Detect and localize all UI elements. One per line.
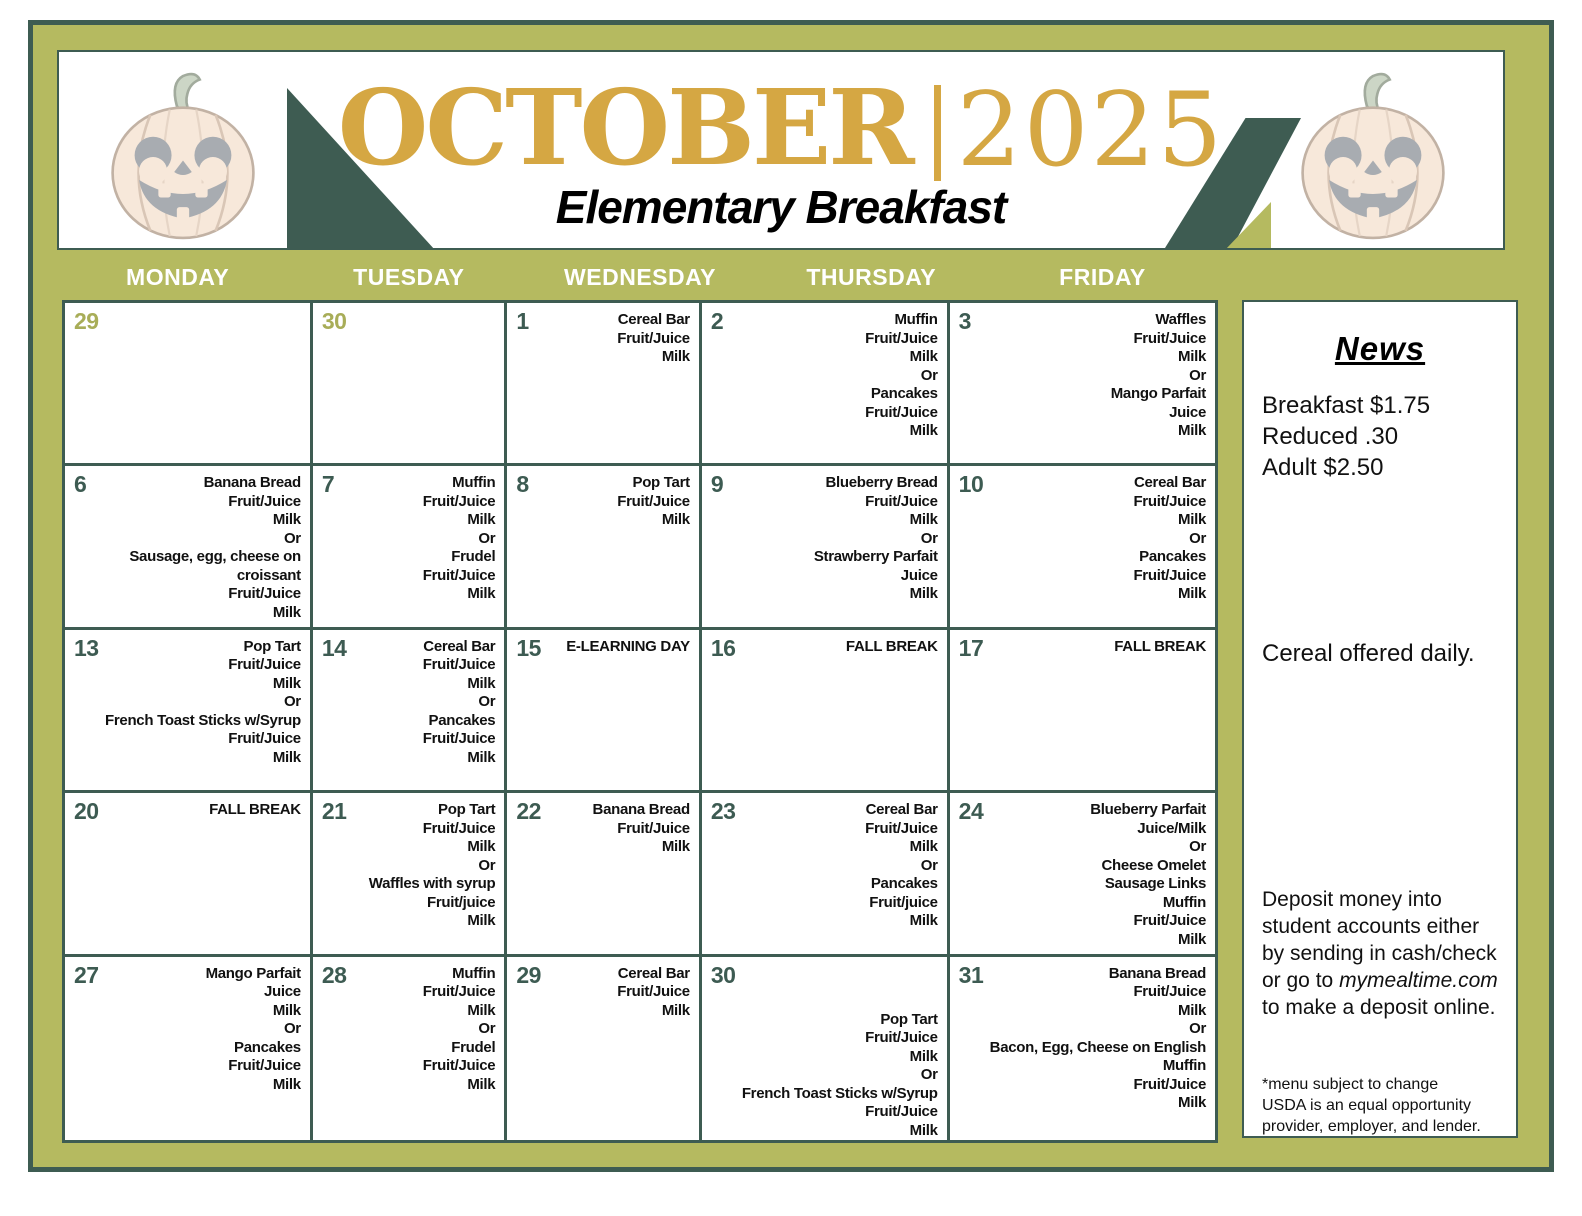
cell-date: 31 bbox=[958, 961, 984, 988]
menu-line: Or bbox=[1189, 1020, 1206, 1037]
menu-line: Pancakes bbox=[1139, 548, 1206, 566]
menu-line: E-LEARNING DAY bbox=[566, 637, 690, 655]
menu-line: Milk bbox=[1178, 422, 1206, 439]
menu-line: Pop Tart bbox=[632, 474, 690, 492]
menu-line: Fruit/Juice bbox=[422, 1057, 496, 1074]
menu-line: Frudel bbox=[451, 548, 496, 566]
menu-line: Cereal Bar bbox=[423, 637, 496, 655]
price-list bbox=[1262, 390, 1430, 483]
menu-line: Fruit/Juice bbox=[1133, 329, 1206, 347]
cell-date: 2 bbox=[710, 308, 724, 334]
cell-menu bbox=[65, 793, 310, 820]
news-title: News bbox=[1334, 330, 1426, 367]
calendar-cell bbox=[702, 466, 947, 626]
menu-line: Pop Tart bbox=[243, 637, 301, 655]
menu-line: Fruit/Juice bbox=[422, 656, 496, 674]
menu-line: Milk bbox=[467, 748, 496, 766]
menu-poster bbox=[28, 20, 1554, 1172]
calendar-cell bbox=[950, 303, 1215, 463]
cell-date: 16 bbox=[710, 634, 736, 661]
deposit-note-text: Deposit money into student accounts either by sending in cash/check or go to bbox=[1262, 888, 1497, 992]
menu-line: Fruit/Juice bbox=[617, 329, 690, 347]
menu-line: Cereal Bar bbox=[1133, 474, 1206, 492]
menu-line: Fruit/Juice bbox=[422, 730, 496, 748]
cell-menu bbox=[65, 957, 310, 1095]
menu-line: Or bbox=[920, 1066, 938, 1083]
menu-line: Milk bbox=[661, 348, 690, 365]
calendar-cell bbox=[65, 303, 310, 463]
menu-line: Milk bbox=[272, 603, 301, 621]
calendar-cell bbox=[313, 303, 504, 463]
menu-line: Fruit/juice bbox=[869, 893, 938, 911]
fine-print bbox=[1262, 1074, 1500, 1137]
menu-line: Fruit/Juice bbox=[1133, 566, 1206, 584]
deposit-note bbox=[1262, 886, 1498, 1021]
price-reduced: Reduced .30 bbox=[1262, 423, 1399, 450]
menu-line: Milk bbox=[467, 1001, 496, 1019]
menu-line: Cereal Bar bbox=[617, 311, 690, 328]
cell-date: 7 bbox=[321, 471, 335, 498]
menu-line: Milk bbox=[272, 1075, 301, 1093]
menu-line: Fruit/Juice bbox=[422, 819, 496, 837]
calendar-cell bbox=[507, 957, 698, 1141]
menu-line: Milk bbox=[909, 1121, 938, 1139]
menu-line: Juice bbox=[1169, 403, 1206, 421]
cell-menu bbox=[702, 466, 947, 604]
menu-line: Muffin bbox=[452, 474, 496, 492]
cell-menu bbox=[950, 793, 1215, 949]
calendar-cell bbox=[950, 793, 1215, 953]
menu-line: Milk bbox=[272, 1001, 301, 1019]
calendar-cell bbox=[702, 957, 947, 1141]
menu-line: Milk bbox=[467, 585, 496, 603]
menu-line: Milk bbox=[467, 838, 496, 856]
menu-line: Milk bbox=[467, 511, 496, 529]
weekday-wednesday: WEDNESDAY bbox=[564, 264, 716, 290]
menu-line: Milk bbox=[909, 348, 938, 365]
cell-date: 9 bbox=[710, 471, 724, 498]
menu-line: Milk bbox=[272, 674, 301, 692]
menu-line: Waffles with syrup bbox=[368, 875, 496, 893]
menu-line: Muffin bbox=[452, 964, 496, 982]
menu-line: Milk bbox=[1178, 930, 1206, 948]
menu-line: Banana Bread bbox=[592, 801, 690, 819]
calendar-cell bbox=[313, 957, 504, 1141]
menu-line: Or bbox=[283, 529, 301, 547]
menu-line: Fruit/Juice bbox=[1133, 1075, 1206, 1093]
cell-date: 28 bbox=[321, 961, 347, 988]
menu-line: Milk bbox=[661, 838, 690, 856]
menu-line: Milk bbox=[909, 422, 938, 439]
cell-date: 20 bbox=[74, 798, 99, 825]
menu-line: Or bbox=[920, 366, 938, 384]
menu-line: Milk bbox=[661, 511, 690, 529]
menu-line: Fruit/Juice bbox=[228, 1057, 301, 1074]
calendar-cell bbox=[65, 466, 310, 626]
menu-line: Fruit/Juice bbox=[228, 585, 301, 603]
menu-line: Fruit/Juice bbox=[422, 492, 496, 510]
menu-line: French Toast Sticks w/Syrup bbox=[741, 1084, 938, 1102]
menu-line: Juice/Milk bbox=[1137, 819, 1206, 837]
menu-line: Fruit/juice bbox=[426, 893, 496, 911]
calendar-cell bbox=[950, 630, 1215, 790]
cell-date: 6 bbox=[74, 471, 87, 498]
menu-line: Milk bbox=[1178, 1001, 1206, 1019]
menu-line: Milk bbox=[909, 912, 938, 930]
year-title: 2025 bbox=[956, 71, 1225, 190]
calendar-cell bbox=[950, 466, 1215, 626]
cell-date: 14 bbox=[321, 634, 347, 661]
cell-date: 24 bbox=[958, 798, 984, 825]
menu-line: Mango Parfait bbox=[205, 964, 301, 982]
cell-menu bbox=[702, 793, 947, 931]
cell-date: 13 bbox=[74, 634, 99, 661]
cell-date: 27 bbox=[74, 961, 99, 988]
month-title: OCTOBER bbox=[337, 66, 912, 189]
menu-line: Or bbox=[1189, 366, 1206, 384]
menu-line: Fruit/Juice bbox=[422, 983, 496, 1000]
menu-line: Milk bbox=[467, 1075, 496, 1093]
menu-line: Or bbox=[1189, 838, 1206, 856]
menu-line: Milk bbox=[1178, 511, 1206, 529]
cell-menu bbox=[65, 303, 310, 311]
cell-date: 29 bbox=[516, 961, 541, 988]
cell-date: 1 bbox=[516, 308, 529, 334]
cell-date: 15 bbox=[516, 634, 541, 661]
cell-menu bbox=[702, 957, 947, 1141]
calendar-cell bbox=[702, 630, 947, 790]
menu-line: Milk bbox=[272, 748, 301, 766]
menu-line: Pancakes bbox=[428, 711, 496, 729]
menu-line: Fruit/Juice bbox=[228, 492, 301, 510]
cell-date: 22 bbox=[516, 798, 541, 825]
menu-line: Juice bbox=[263, 983, 301, 1000]
menu-line: Milk bbox=[909, 838, 938, 856]
menu-line: Or bbox=[283, 693, 301, 711]
menu-line: Juice bbox=[900, 566, 938, 584]
cell-menu bbox=[65, 466, 310, 622]
weekday-thursday: THURSDAY bbox=[806, 264, 937, 290]
menu-line: Mango Parfait bbox=[1110, 385, 1206, 402]
fine-print-line-2: USDA is an equal opportunity provider, employer, and lender. bbox=[1262, 1097, 1481, 1135]
menu-line: Fruit/Juice bbox=[865, 1103, 938, 1120]
cell-menu bbox=[313, 466, 504, 604]
cereal-note: Cereal offered daily. bbox=[1262, 640, 1475, 667]
cell-menu bbox=[950, 957, 1215, 1113]
menu-line: Milk bbox=[909, 511, 938, 529]
calendar-cell bbox=[507, 630, 698, 790]
calendar-cell bbox=[65, 630, 310, 790]
calendar-cell bbox=[313, 793, 504, 953]
menu-line: Milk bbox=[1178, 585, 1206, 603]
cell-menu bbox=[702, 303, 947, 441]
cell-date: 17 bbox=[958, 634, 984, 661]
cell-menu bbox=[702, 630, 947, 657]
cell-date: 30 bbox=[710, 961, 736, 988]
menu-line: Muffin bbox=[1162, 1057, 1206, 1074]
fine-print-line-1: *menu subject to change bbox=[1262, 1076, 1439, 1093]
menu-line: Muffin bbox=[1162, 893, 1206, 911]
menu-line: Or bbox=[478, 1020, 496, 1037]
menu-line: Fruit/Juice bbox=[228, 656, 301, 674]
calendar-cell bbox=[702, 303, 947, 463]
menu-line: Pancakes bbox=[870, 875, 938, 893]
calendar-grid bbox=[62, 300, 1218, 1143]
menu-line: Milk bbox=[909, 585, 938, 603]
menu-line: French Toast Sticks w/Syrup bbox=[105, 711, 301, 729]
menu-line: Milk bbox=[467, 674, 496, 692]
cell-date: 29 bbox=[74, 308, 99, 334]
deposit-note-tail: to make a deposit online. bbox=[1262, 996, 1496, 1019]
title-divider bbox=[934, 85, 941, 181]
weekday-header-row bbox=[62, 257, 1218, 297]
menu-line: Fruit/Juice bbox=[617, 983, 690, 1000]
menu-line: Milk bbox=[467, 912, 496, 930]
menu-line: Milk bbox=[272, 511, 301, 529]
calendar-cell bbox=[702, 793, 947, 953]
menu-line: Sausage Links bbox=[1104, 875, 1206, 893]
menu-line: Or bbox=[283, 1020, 301, 1037]
menu-line: Pop Tart bbox=[438, 801, 496, 819]
calendar-cell bbox=[65, 957, 310, 1141]
menu-line: Muffin bbox=[894, 311, 938, 328]
menu-line: Fruit/Juice bbox=[617, 492, 690, 510]
menu-line: Or bbox=[478, 693, 496, 711]
menu-line: Milk bbox=[1178, 348, 1206, 365]
menu-line: Or bbox=[478, 856, 496, 874]
menu-line: Cheese Omelet bbox=[1101, 856, 1206, 874]
cell-date: 10 bbox=[958, 471, 984, 498]
cell-date: 8 bbox=[516, 471, 529, 498]
menu-line: Or bbox=[478, 529, 496, 547]
pumpkin-right-icon bbox=[1285, 66, 1461, 248]
cell-menu bbox=[507, 466, 698, 530]
menu-line: Sausage, egg, cheese on bbox=[129, 548, 301, 566]
price-adult: Adult $2.50 bbox=[1262, 454, 1384, 481]
menu-line: Or bbox=[1189, 529, 1206, 547]
news-panel bbox=[1242, 300, 1518, 1138]
menu-line: FALL BREAK bbox=[1114, 637, 1206, 655]
menu-line: croissant bbox=[236, 566, 301, 584]
menu-line: Fruit/Juice bbox=[1133, 912, 1206, 930]
menu-line: Fruit/Juice bbox=[422, 566, 496, 584]
menu-line: Blueberry Parfait bbox=[1090, 801, 1206, 819]
menu-line: Or bbox=[920, 856, 938, 874]
menu-line: Pop Tart bbox=[880, 1010, 938, 1028]
menu-line: Pancakes bbox=[870, 385, 938, 402]
cell-menu bbox=[950, 466, 1215, 604]
header-banner bbox=[57, 50, 1505, 250]
menu-subtitle: Elementary Breakfast bbox=[555, 181, 1007, 233]
calendar-cell bbox=[507, 303, 698, 463]
cell-date: 23 bbox=[710, 798, 736, 825]
menu-line: FALL BREAK bbox=[209, 801, 301, 819]
menu-line: Fruit/Juice bbox=[865, 819, 938, 837]
menu-line: Fruit/Juice bbox=[1133, 983, 1206, 1000]
cell-menu bbox=[65, 630, 310, 768]
menu-line: FALL BREAK bbox=[845, 637, 938, 655]
calendar-cell bbox=[313, 630, 504, 790]
cell-menu bbox=[950, 303, 1215, 441]
menu-line: Blueberry Bread bbox=[825, 474, 938, 492]
menu-line: Pancakes bbox=[234, 1038, 301, 1056]
menu-line: Or bbox=[920, 529, 938, 547]
menu-line: Fruit/Juice bbox=[617, 819, 690, 837]
weekday-tuesday: TUESDAY bbox=[353, 264, 465, 290]
calendar-cell bbox=[507, 466, 698, 626]
cell-date: 21 bbox=[321, 798, 347, 825]
calendar-cell bbox=[950, 957, 1215, 1141]
menu-line: Fruit/Juice bbox=[865, 329, 938, 347]
price-breakfast: Breakfast $1.75 bbox=[1262, 392, 1431, 419]
menu-line: Fruit/Juice bbox=[865, 403, 938, 421]
calendar-cell bbox=[507, 793, 698, 953]
deposit-note-site: mymealtime.com bbox=[1339, 969, 1498, 992]
calendar-cell bbox=[313, 466, 504, 626]
menu-line: Frudel bbox=[451, 1038, 496, 1056]
cell-menu bbox=[950, 630, 1215, 657]
calendar-cell bbox=[65, 793, 310, 953]
cell-date: 30 bbox=[321, 308, 347, 334]
menu-line: Milk bbox=[661, 1001, 690, 1019]
menu-line: Strawberry Parfait bbox=[813, 548, 938, 566]
menu-line: Banana Bread bbox=[1108, 964, 1206, 982]
weekday-monday: MONDAY bbox=[126, 264, 230, 290]
menu-line: Fruit/Juice bbox=[1133, 492, 1206, 510]
menu-line: Cereal Bar bbox=[617, 964, 690, 982]
menu-line: Milk bbox=[909, 1047, 938, 1065]
cell-menu bbox=[507, 303, 698, 367]
weekday-friday: FRIDAY bbox=[1059, 264, 1146, 290]
menu-line: Bacon, Egg, Cheese on English bbox=[989, 1038, 1206, 1056]
menu-line: Milk bbox=[1178, 1094, 1206, 1111]
menu-line: Banana Bread bbox=[203, 474, 301, 492]
cell-date: 3 bbox=[958, 308, 971, 334]
menu-line: Fruit/Juice bbox=[865, 492, 938, 510]
menu-line: Fruit/Juice bbox=[228, 730, 301, 748]
menu-line: Fruit/Juice bbox=[865, 1029, 938, 1046]
menu-line: Cereal Bar bbox=[865, 801, 938, 819]
menu-line: Waffles bbox=[1155, 311, 1206, 328]
